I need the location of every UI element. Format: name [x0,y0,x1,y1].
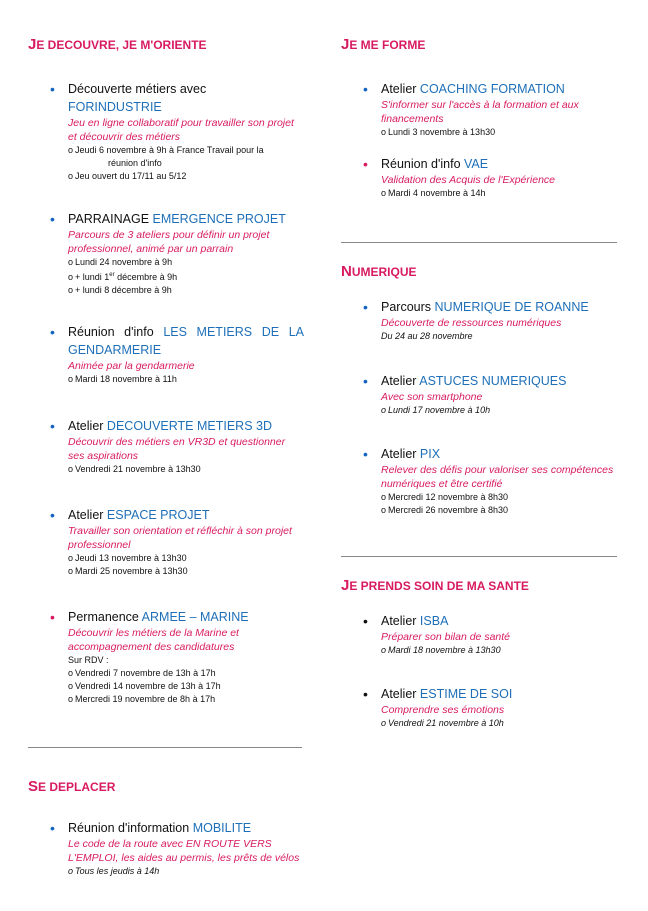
bullet-icon: • [363,81,368,97]
bullet-icon: • [363,156,368,172]
event-description: Découvrir des métiers en VR3D et questionner ses aspirations [68,436,286,462]
event-date: o Vendredi 21 novembre à 10h [381,718,504,728]
bullet-icon: • [50,609,55,625]
event-heading: Atelier ISBA [381,614,449,628]
bullet-icon: • [50,418,55,434]
event-heading: Réunion d'info VAE [381,157,489,171]
event-description: Validation des Acquis de l'Expérience [381,174,555,186]
event-vae [341,155,619,200]
event-emergence-projet [28,210,304,297]
event-heading: Réunion d'info LES METIERS DE LA GENDARMERIE [68,325,305,357]
event-heading: Atelier ASTUCES NUMERIQUES [381,374,567,388]
section-title-forme: JE ME FORME [341,36,426,53]
event-numerique-roanne [341,298,619,343]
event-decouverte-metiers-3d [28,417,304,476]
event-description: Travailler son orientation et réfléchir à son projet professionnel [68,525,292,551]
event-date: o Jeu ouvert du 17/11 au 5/12 [68,171,187,181]
event-description: Le code de la route avec EN ROUTE VERS L'EMPLOI, les aides au permis, les prêts de vélos [68,838,300,864]
event-date: o Jeudi 13 novembre à 13h30 [68,553,187,563]
event-description: Animée par la gendarmerie [68,360,195,372]
bullet-icon: • [363,373,368,389]
event-date-continued: réunion d'info [108,158,162,168]
event-description: Avec son smartphone [381,391,483,403]
event-heading: Atelier ESTIME DE SOI [381,687,513,701]
event-heading: Réunion d'information MOBILITE [68,821,252,835]
event-description: Découvrir les métiers de la Marine et accompagnement des candidatures [68,627,239,653]
event-armee-marine [28,608,304,706]
bullet-icon: • [50,211,55,227]
event-description: Jeu en ligne collaboratif pour travailler son projet et découvrir des métiers [68,117,294,143]
bullet-icon: • [363,613,368,629]
event-mobilite [28,819,304,878]
event-heading: Atelier ESPACE PROJET [68,508,210,522]
event-description: Parcours de 3 ateliers pour définir un projet professionnel, animé par un parrain [68,229,270,255]
section-divider [341,242,617,243]
bullet-icon: • [50,81,55,97]
event-heading: Permanence ARMEE – MARINE [68,610,249,624]
section-title-numerique: NUMERIQUE [341,263,417,280]
event-heading: Découverte métiers avec FORINDUSTRIE [68,82,207,114]
bullet-icon: • [50,507,55,523]
section-divider [341,556,617,557]
event-date: o + lundi 1er décembre à 9h [68,272,178,282]
bullet-icon: • [363,686,368,702]
event-date: o Jeudi 6 novembre à 9h à France Travail pour la [68,145,264,155]
bullet-icon: • [50,324,55,340]
event-heading: Atelier PIX [381,447,441,461]
event-date: o + lundi 8 décembre à 9h [68,285,172,295]
event-date: o Lundi 3 novembre à 13h30 [381,127,496,137]
event-gendarmerie [28,323,304,386]
event-date: o Vendredi 7 novembre de 13h à 17h [68,668,216,678]
event-date: o Vendredi 21 novembre à 13h30 [68,464,201,474]
section-title-sante: JE PRENDS SOIN DE MA SANTE [341,577,529,594]
event-date: o Mercredi 26 novembre à 8h30 [381,505,509,515]
event-date: o Tous les jeudis à 14h [68,866,160,876]
event-description: Relever des défis pour valoriser ses compétences numériques et être certifié [381,464,614,490]
event-astuces-numeriques [341,372,619,417]
bullet-icon: • [363,299,368,315]
bullet-icon: • [363,446,368,462]
event-date: o Lundi 17 novembre à 10h [381,405,491,415]
event-date: o Mardi 18 novembre à 11h [68,374,177,384]
event-espace-projet [28,506,304,578]
event-date: o Mercredi 19 novembre de 8h à 17h [68,694,216,704]
section-divider [28,747,302,748]
event-forindustrie [28,80,304,183]
event-coaching-formation [341,80,619,139]
event-date: o Lundi 24 novembre à 9h [68,257,173,267]
event-heading: Atelier COACHING FORMATION [381,82,565,96]
event-date: o Mardi 4 novembre à 14h [381,188,486,198]
event-date: o Vendredi 14 novembre de 13h à 17h [68,681,221,691]
section-title-decouvre: JE DECOUVRE, JE M'ORIENTE [28,36,207,53]
section-title-deplacer: SE DEPLACER [28,778,116,795]
event-date: Du 24 au 28 novembre [381,331,473,341]
event-estime-de-soi [341,685,619,730]
event-description: Découverte de ressources numériques [381,317,562,329]
event-description: S'informer sur l'accès à la formation et aux financements [381,99,579,125]
event-date: o Mardi 25 novembre à 13h30 [68,566,188,576]
event-date: o Mardi 18 novembre à 13h30 [381,645,501,655]
event-pix [341,445,619,517]
event-isba [341,612,619,657]
event-heading: Parcours NUMERIQUE DE ROANNE [381,300,589,314]
event-heading: Atelier DECOUVERTE METIERS 3D [68,419,272,433]
event-note: Sur RDV : [68,655,109,665]
event-description: Comprendre ses émotions [381,704,505,716]
event-description: Préparer son bilan de santé [381,631,510,643]
event-heading: PARRAINAGE EMERGENCE PROJET [68,212,286,226]
event-date: o Mercredi 12 novembre à 8h30 [381,492,509,502]
bullet-icon: • [50,820,55,836]
